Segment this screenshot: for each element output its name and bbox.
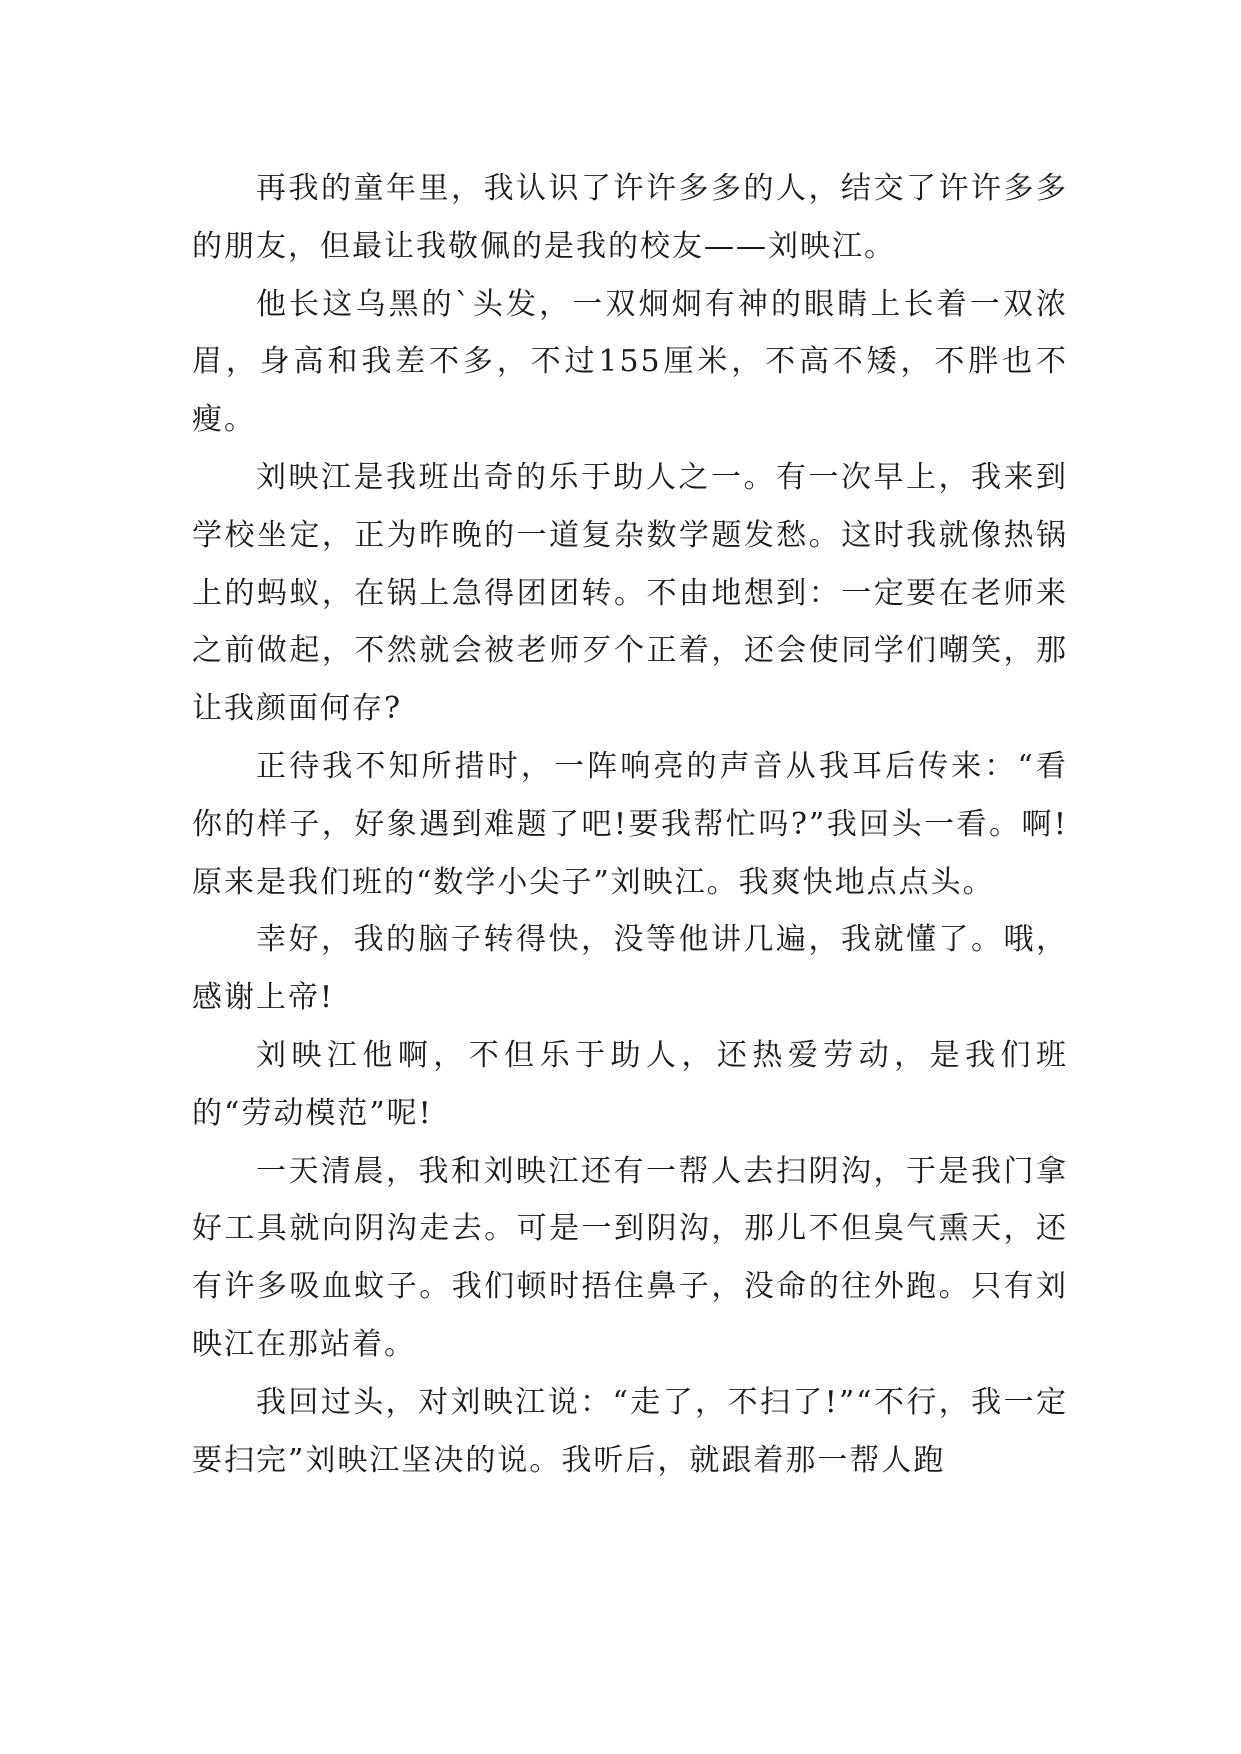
paragraph-7: 一天清晨，我和刘映江还有一帮人去扫阴沟，于是我门拿好工具就向阴沟走去。可是一到阴沟，那儿不但臭气熏天，还有许多吸血蚊子。我们顿时捂住鼻子，没命的往外跑。只有刘映江在那站着。 (192, 1153, 1068, 1362)
paragraph-3: 刘映江是我班出奇的乐于助人之一。有一次早上，我来到学校坐定，正为昨晚的一道复杂数学题发愁。这时我就像热锅上的蚂蚁，在锅上急得团团转。不由地想到：一定要在老师来之前做起，不然就会被老师歹个正着，还会使同学们嘲笑，那让我颜面何存? (192, 459, 1068, 727)
paragraph-1: 再我的童年里，我认识了许许多多的人，结交了许许多多的朋友，但最让我敬佩的是我的校友——刘映江。 (192, 171, 1068, 264)
paragraph-2: 他长这乌黑的`头发，一双炯炯有神的眼睛上长着一双浓眉，身高和我差不多，不过155厘米，不高不矮，不胖也不瘦。 (192, 286, 1068, 438)
paragraph-4: 正待我不知所措时，一阵响亮的声音从我耳后传来：“看你的样子，好象遇到难题了吧!要我帮忙吗?”我回头一看。啊!原来是我们班的“数学小尖子”刘映江。我爽快地点点头。 (192, 748, 1068, 900)
essay-body (192, 160, 1068, 1489)
paragraph-8: 我回过头，对刘映江说：“走了，不扫了!”“不行，我一定要扫完”刘映江坚决的说。我听后，就跟着那一帮人跑 (192, 1384, 1068, 1478)
paragraph-5: 幸好，我的脑子转得快，没等他讲几遍，我就懂了。哦，感谢上帝! (192, 922, 1068, 1016)
paragraph-6: 刘映江他啊，不但乐于助人，还热爱劳动，是我们班的“劳动模范”呢! (192, 1037, 1068, 1131)
